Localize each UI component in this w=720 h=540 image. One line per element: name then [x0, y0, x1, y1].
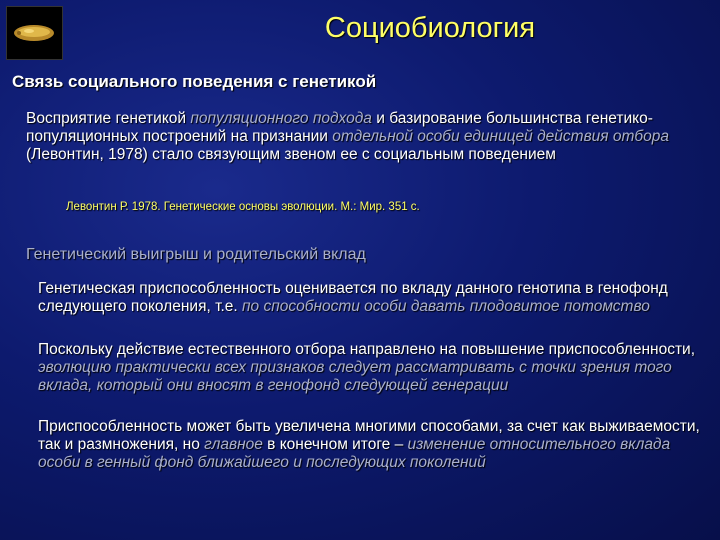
paragraph-intro: Восприятие генетикой популяционного подхода и базирование большинства генетико-популяционных построений на признании отдельной особи единицей действия отбора (Левонтин, 1978) стало связующим звеном ее с социальным поведением [26, 110, 669, 163]
section-subtitle: Связь социального поведения с генетикой [12, 72, 377, 91]
page-title: Социобиология [324, 12, 536, 44]
paragraph-contribution: Приспособленность может быть увеличена многими способами, за счет как выживаемости, так и размножения, но главное в конечном итоге – изменение относительного вклада особи в генный фонд ближайшего и последующих поколений [38, 418, 700, 471]
paragraph-selection: Поскольку действие естественного отбора направлено на повышение приспособленности, эволюцию практически всех признаков следует рассматривать с точки зрения того вклада, который они вносят в генофонд следующей генерации [38, 341, 696, 394]
logo-image [6, 6, 63, 60]
paragraph-fitness: Генетическая приспособленность оценивается по вкладу данного генотипа в генофонд следующего поколения, т.е. по способности особи давать плодовитое потомство [38, 280, 668, 315]
section-heading: Генетический выигрыш и родительский вклад [26, 246, 366, 263]
reference-citation: Левонтин Р. 1978. Генетические основы эволюции. М.: Мир. 351 с. [66, 201, 420, 213]
